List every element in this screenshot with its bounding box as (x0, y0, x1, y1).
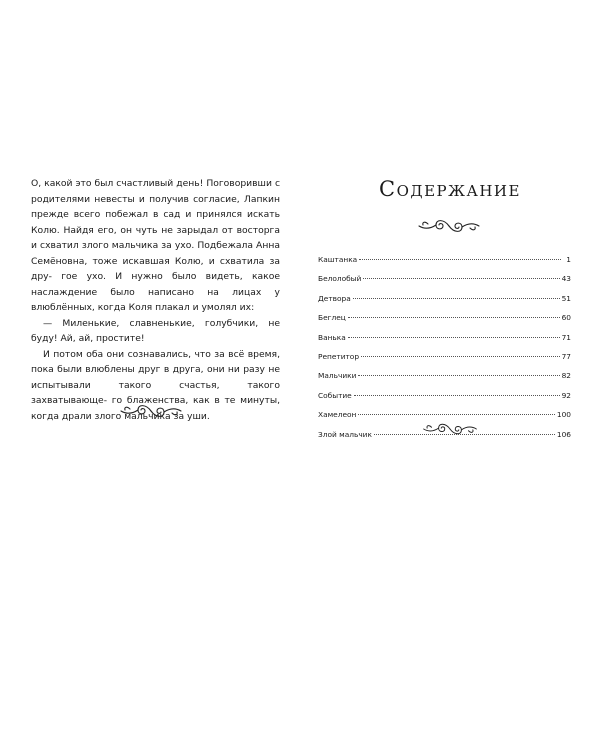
toc-entry-title: Детвора (318, 293, 351, 303)
dot-leader (358, 375, 559, 376)
flourish-ornament-icon (118, 402, 184, 420)
toc-entry-page: 71 (561, 332, 571, 342)
toc-entry-page: 43 (561, 274, 571, 284)
dot-leader (348, 317, 560, 318)
text-line: плакал и умолял их: (155, 302, 255, 313)
toc-entry-title: Событие (318, 390, 352, 400)
toc-entry[interactable] (318, 255, 571, 274)
dot-leader (353, 298, 560, 299)
toc-entry-page: 51 (561, 293, 571, 303)
toc-entry[interactable] (318, 391, 571, 410)
text-line: Колю. Найдя его, он чуть не зарыдал от восторга (31, 224, 280, 236)
text-line: с родителями невесты и получив согласие, Лапкин (31, 178, 280, 205)
toc-entry-title: Каштанка (318, 255, 358, 264)
toc-entry-page: 92 (561, 390, 571, 400)
text-line: и схватил злого мальчика за ухо. Подбежала Анна (31, 240, 280, 251)
toc-entry-title: Беглец (318, 313, 346, 323)
toc-entry-page: 106 (556, 429, 571, 439)
toc-entry[interactable] (318, 274, 571, 293)
dot-leader (348, 337, 560, 338)
flourish-ornament-icon (421, 421, 479, 437)
dot-leader (359, 259, 561, 260)
dot-leader (361, 356, 560, 357)
paragraph (31, 316, 280, 347)
text-line: пока были влюблены друг в друга, они ни разу не (31, 364, 280, 375)
toc-entry-title: Хамелеон (318, 410, 357, 420)
right-page (300, 0, 600, 750)
toc-entry-page: 60 (561, 313, 571, 323)
text-line: испытывали такого счастья, такого захватывающе- (31, 379, 280, 406)
toc-entry-page: 100 (556, 410, 571, 420)
text-line: прежде всего побежал в сад и принялся искать (31, 209, 280, 220)
text-line: гое ухо. И нужно было видеть, какое наслаждение (31, 271, 280, 298)
toc-title: Содержание (379, 177, 521, 201)
text-line: мальчика за уши. (124, 410, 210, 422)
dot-leader (354, 395, 560, 396)
text-line: Семёновна, тоже искавшая Колю, и схватила за дру- (31, 255, 280, 282)
dot-leader (363, 278, 559, 279)
toc-entry[interactable] (318, 313, 571, 332)
text-line: го блаженства, как в те минуты, когда драли злого (31, 395, 281, 422)
text-line: Ай, ай, простите! (60, 333, 145, 344)
text-line: И потом оба они сознавались, что за всё время, (43, 348, 280, 360)
text-line: — Миленькие, славненькие, голубчики, не буду! (31, 317, 280, 344)
story-text (31, 176, 280, 424)
toc-entry[interactable] (318, 352, 571, 371)
toc-entry-title: Белолобый (318, 274, 362, 284)
toc-entry-title: Мальчики (318, 371, 357, 381)
toc-entry[interactable] (318, 294, 571, 313)
dot-leader (358, 414, 555, 415)
toc-entry-title: Злой мальчик (318, 429, 372, 439)
toc-entry-page: 1 (566, 255, 571, 264)
toc-entry-title: Репетитор (318, 351, 360, 361)
toc-entry-title: Ванька (318, 332, 346, 342)
toc-entry[interactable] (318, 371, 571, 390)
text-line: О, какой это был счастливый день! Поговоривши (31, 178, 272, 189)
toc-entry[interactable] (318, 333, 571, 352)
flourish-ornament-icon (416, 217, 482, 235)
table-of-contents (318, 255, 571, 449)
paragraph (31, 176, 280, 316)
toc-entry-page: 82 (561, 371, 571, 381)
toc-entry-page: 77 (561, 351, 571, 361)
text-line: было написано на лицах у влюблённых, когда Коля (31, 286, 280, 313)
